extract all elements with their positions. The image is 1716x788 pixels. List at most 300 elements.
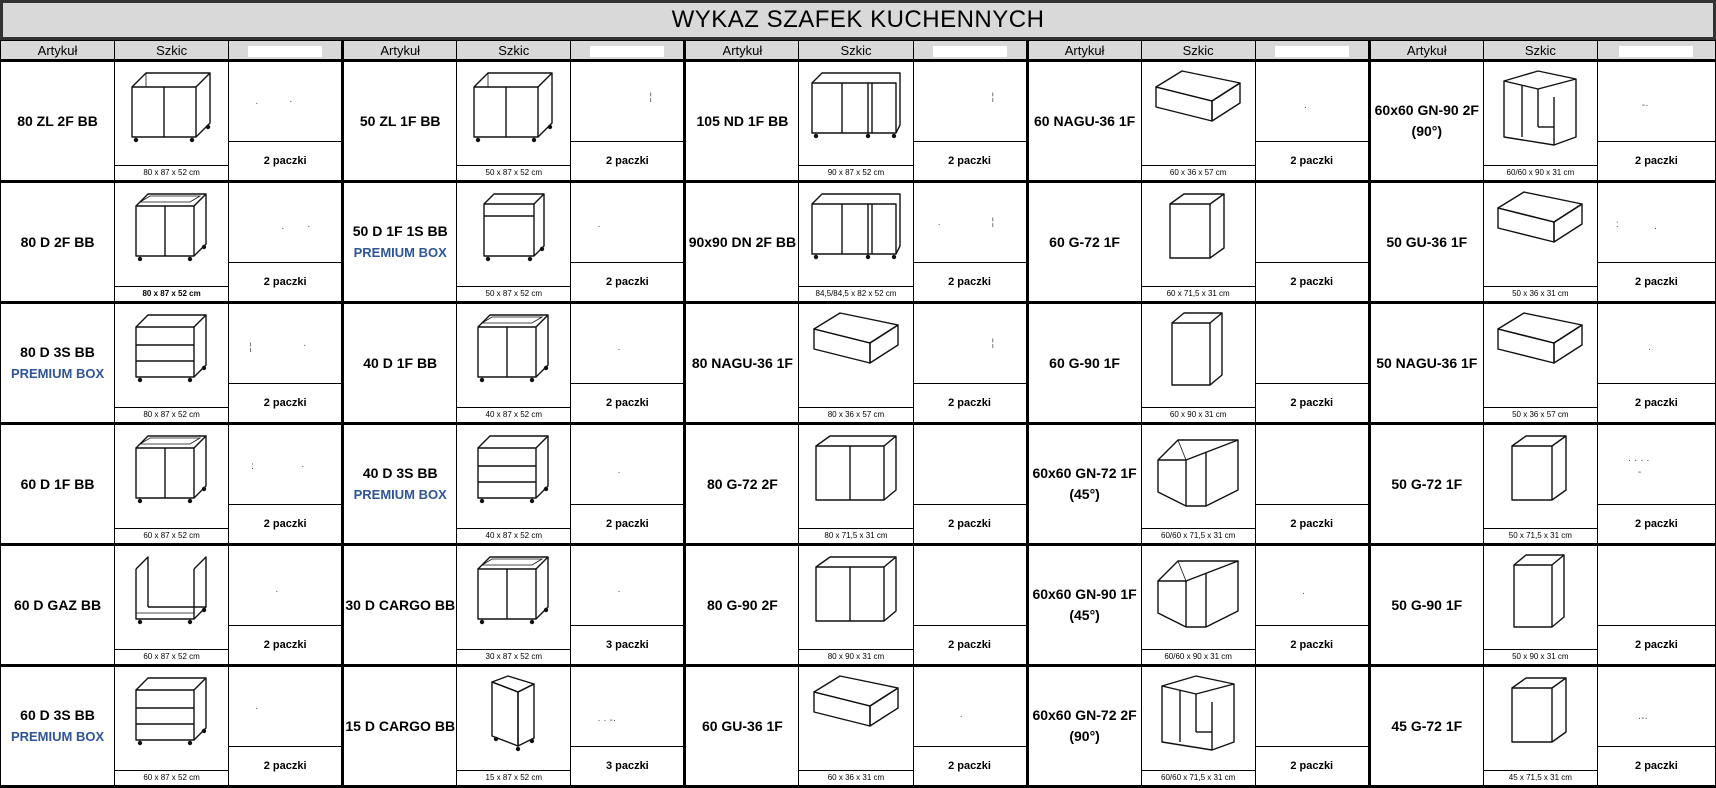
package-count: 2 paczki xyxy=(1598,383,1715,422)
scan-speck: · xyxy=(255,98,259,109)
table-row xyxy=(1,61,1716,182)
article-cell xyxy=(1027,545,1141,666)
article-cell xyxy=(1027,61,1141,182)
header-artykul: Artykuł xyxy=(1369,41,1483,61)
scan-speck: · xyxy=(1301,588,1306,599)
sketch-box xyxy=(1484,183,1597,301)
article-name: 60 D 1F BB xyxy=(20,475,95,492)
package-cell xyxy=(571,303,685,424)
dimensions-label: 80 x 87 x 52 cm xyxy=(115,286,228,301)
package-cell xyxy=(571,424,685,545)
scan-speck: · xyxy=(1647,344,1652,355)
package-wrap xyxy=(571,62,683,180)
sketch-box xyxy=(1484,667,1597,785)
sketch-cell xyxy=(799,545,913,666)
article-cell xyxy=(1027,182,1141,303)
table-row xyxy=(1,666,1716,787)
package-wrap xyxy=(571,304,683,422)
sketch-box xyxy=(457,62,570,180)
package-wrap xyxy=(1256,304,1368,422)
sketch-box xyxy=(1142,546,1255,664)
dimensions-label: 60 x 90 x 31 cm xyxy=(1142,407,1255,422)
article-name: 60 D 3S BB xyxy=(20,707,95,723)
sketch-box xyxy=(457,304,570,422)
sketch-cell xyxy=(799,303,913,424)
sketch-box xyxy=(799,183,912,301)
dimensions-label: 40 x 87 x 52 cm xyxy=(457,528,570,543)
scan-speck: · xyxy=(1653,223,1658,234)
header-blank-field xyxy=(933,46,1007,57)
dimensions-label: 60/60 x 71,5 x 31 cm xyxy=(1142,770,1255,785)
package-wrap xyxy=(1598,425,1715,543)
premium-box-label: PREMIUM BOX xyxy=(10,729,105,744)
sketch-cell xyxy=(1483,182,1597,303)
package-cell xyxy=(229,545,343,666)
package-wrap xyxy=(1256,667,1368,785)
scan-speck: · xyxy=(617,344,621,355)
dimensions-label: 80 x 87 x 52 cm xyxy=(115,165,228,180)
package-count: 2 paczki xyxy=(1256,504,1368,543)
article-cell xyxy=(1,182,115,303)
article-cell xyxy=(1369,303,1483,424)
dimensions-label: 50 x 90 x 31 cm xyxy=(1484,649,1597,664)
package-wrap xyxy=(914,546,1026,664)
sketch-cell xyxy=(115,303,229,424)
package-count: 2 paczki xyxy=(571,504,683,543)
package-cell xyxy=(1597,303,1715,424)
header-blank xyxy=(1255,41,1369,61)
package-cell xyxy=(571,61,685,182)
article-cell xyxy=(343,61,457,182)
article-name: 50 D 1F 1S BB xyxy=(352,223,448,239)
dimensions-label: 50 x 36 x 57 cm xyxy=(1484,407,1597,422)
dimensions-label: 60 x 87 x 52 cm xyxy=(115,649,228,664)
dimensions-label: 50 x 87 x 52 cm xyxy=(457,286,570,301)
article-name: 30 D CARGO BB xyxy=(345,596,456,613)
sketch-box xyxy=(457,546,570,664)
sketch-box xyxy=(799,667,912,785)
header-artykul: Artykuł xyxy=(343,41,457,61)
sketch-cell xyxy=(799,666,913,787)
package-wrap xyxy=(914,304,1026,422)
package-cell xyxy=(571,182,685,303)
sketch-box xyxy=(1142,183,1255,301)
sketch-box xyxy=(1484,425,1597,543)
sketch-box xyxy=(1142,667,1255,785)
package-wrap xyxy=(1256,425,1368,543)
sketch-box xyxy=(457,425,570,543)
package-count: 2 paczki xyxy=(914,625,1026,664)
scan-speck: ¦ xyxy=(991,338,995,349)
dimensions-label: 60 x 87 x 52 cm xyxy=(115,528,228,543)
article-name: 40 D 1F BB xyxy=(363,354,438,371)
sketch-cell xyxy=(1141,61,1255,182)
package-count: 2 paczki xyxy=(1256,625,1368,664)
package-wrap xyxy=(1598,667,1715,785)
dimensions-label: 80 x 87 x 52 cm xyxy=(115,407,228,422)
package-wrap xyxy=(571,425,683,543)
package-cell xyxy=(1597,545,1715,666)
sketch-box xyxy=(799,546,912,664)
article-cell xyxy=(1027,424,1141,545)
scan-speck: -· xyxy=(1641,100,1649,111)
header-artykul: Artykuł xyxy=(1,41,115,61)
package-wrap xyxy=(571,667,683,785)
scan-speck: ¦ xyxy=(991,92,995,103)
article-name: 80 G-90 2F xyxy=(706,596,778,613)
package-count: 2 paczki xyxy=(571,262,683,301)
scan-speck: - xyxy=(1637,467,1642,478)
package-count: 2 paczki xyxy=(1256,262,1368,301)
package-cell xyxy=(229,666,343,787)
package-count: 2 paczki xyxy=(914,504,1026,543)
package-count: 2 paczki xyxy=(229,504,341,543)
dimensions-label: 50 x 71,5 x 31 cm xyxy=(1484,528,1597,543)
package-count: 3 paczki xyxy=(571,625,683,664)
article-name: 50 NAGU-36 1F xyxy=(1376,354,1478,371)
sketch-cell xyxy=(115,666,229,787)
scan-speck: · xyxy=(959,711,963,722)
package-cell xyxy=(913,61,1027,182)
article-cell xyxy=(685,61,799,182)
scan-speck: · xyxy=(301,461,305,472)
article-name: 15 D CARGO BB xyxy=(345,717,456,734)
package-count: 2 paczki xyxy=(229,625,341,664)
package-wrap xyxy=(1256,546,1368,664)
package-wrap xyxy=(914,667,1026,785)
scan-speck: : xyxy=(1615,219,1619,230)
package-count: 3 paczki xyxy=(571,746,683,785)
sketch-box xyxy=(115,546,228,664)
sketch-box xyxy=(799,62,912,180)
package-cell xyxy=(1255,424,1369,545)
sketch-cell xyxy=(457,666,571,787)
package-cell xyxy=(913,303,1027,424)
sketch-cell xyxy=(1141,666,1255,787)
article-name: 80 NAGU-36 1F xyxy=(691,354,793,371)
scan-speck: · xyxy=(275,586,279,597)
package-count: 2 paczki xyxy=(571,383,683,422)
sketch-cell xyxy=(457,424,571,545)
package-wrap xyxy=(1598,304,1715,422)
package-wrap xyxy=(1598,62,1715,180)
article-name: 60 G-90 1F xyxy=(1049,354,1120,371)
sketch-cell xyxy=(115,61,229,182)
package-cell xyxy=(229,424,343,545)
dimensions-label: 60 x 36 x 31 cm xyxy=(799,770,912,785)
sketch-cell xyxy=(115,545,229,666)
article-name: 45 G-72 1F xyxy=(1391,717,1463,734)
scan-speck: · xyxy=(307,221,311,232)
table-row xyxy=(1,424,1716,545)
article-name: 60 GU-36 1F xyxy=(701,717,783,734)
article-name: 60x60 GN-72 2F (90°) xyxy=(1032,707,1137,744)
article-name: 80 G-72 2F xyxy=(706,475,778,492)
header-szkic: Szkic xyxy=(115,41,229,61)
dimensions-label: 15 x 87 x 52 cm xyxy=(457,770,570,785)
package-cell xyxy=(1255,545,1369,666)
scan-speck: · xyxy=(617,467,621,478)
scan-speck: · · · · xyxy=(1627,455,1650,466)
package-cell xyxy=(1597,61,1715,182)
sketch-cell xyxy=(1483,303,1597,424)
dimensions-label: 90 x 87 x 52 cm xyxy=(799,165,912,180)
scan-speck: · xyxy=(303,340,307,351)
article-name: 60x60 GN-90 1F (45°) xyxy=(1032,586,1137,623)
sketch-cell xyxy=(457,182,571,303)
article-cell xyxy=(1369,182,1483,303)
dimensions-label: 80 x 90 x 31 cm xyxy=(799,649,912,664)
header-blank xyxy=(913,41,1027,61)
article-cell xyxy=(685,182,799,303)
dimensions-label: 60/60 x 90 x 31 cm xyxy=(1142,649,1255,664)
article-name: 80 ZL 2F BB xyxy=(17,112,98,129)
package-count: 2 paczki xyxy=(1598,746,1715,785)
page-title: WYKAZ SZAFEK KUCHENNYCH xyxy=(0,0,1716,40)
table-row xyxy=(1,303,1716,424)
sketch-box xyxy=(115,667,228,785)
package-count: 2 paczki xyxy=(914,262,1026,301)
sketch-box xyxy=(115,183,228,301)
sketch-cell xyxy=(115,182,229,303)
article-cell xyxy=(1027,666,1141,787)
sketch-box xyxy=(1142,62,1255,180)
package-count: 2 paczki xyxy=(1256,746,1368,785)
dimensions-label: 80 x 71,5 x 31 cm xyxy=(799,528,912,543)
dimensions-label: 60 x 36 x 57 cm xyxy=(1142,165,1255,180)
sketch-cell xyxy=(1141,424,1255,545)
sketch-cell xyxy=(457,303,571,424)
package-count: 2 paczki xyxy=(229,383,341,422)
sketch-box xyxy=(457,183,570,301)
premium-box-label: PREMIUM BOX xyxy=(10,366,105,381)
scan-speck: · xyxy=(255,703,259,714)
article-name: 50 G-90 1F xyxy=(1391,596,1463,613)
sketch-box xyxy=(115,62,228,180)
sketch-cell xyxy=(1483,424,1597,545)
dimensions-label: 60 x 71,5 x 31 cm xyxy=(1142,286,1255,301)
premium-box-label: PREMIUM BOX xyxy=(353,487,447,502)
article-name: 60 D GAZ BB xyxy=(13,596,102,613)
sketch-cell xyxy=(799,424,913,545)
header-szkic: Szkic xyxy=(1483,41,1597,61)
article-cell xyxy=(1,303,115,424)
package-wrap xyxy=(229,183,341,301)
dimensions-label: 60 x 87 x 52 cm xyxy=(115,770,228,785)
package-count: 2 paczki xyxy=(229,262,341,301)
package-count: 2 paczki xyxy=(914,141,1026,180)
article-name: 50 GU-36 1F xyxy=(1386,233,1468,250)
sketch-box xyxy=(1484,546,1597,664)
sketch-box xyxy=(1142,425,1255,543)
article-name: 60x60 GN-72 1F (45°) xyxy=(1032,465,1137,502)
package-wrap xyxy=(229,62,341,180)
article-cell xyxy=(1369,61,1483,182)
article-cell xyxy=(1,424,115,545)
sketch-cell xyxy=(457,61,571,182)
package-count: 2 paczki xyxy=(914,746,1026,785)
dimensions-label: 60/60 x 90 x 31 cm xyxy=(1484,165,1597,180)
sketch-box xyxy=(1484,62,1597,180)
article-name: 60 NAGU-36 1F xyxy=(1034,112,1136,129)
header-blank xyxy=(571,41,685,61)
scan-speck: · xyxy=(597,221,601,232)
package-wrap xyxy=(571,546,683,664)
article-cell xyxy=(1369,666,1483,787)
package-count: 2 paczki xyxy=(571,141,683,180)
package-cell xyxy=(1255,182,1369,303)
article-cell xyxy=(1,61,115,182)
sketch-cell xyxy=(1141,303,1255,424)
article-name: 60x60 GN-90 2F (90°) xyxy=(1374,102,1479,139)
header-artykul: Artykuł xyxy=(1027,41,1141,61)
package-cell xyxy=(913,545,1027,666)
article-name: 50 ZL 1F BB xyxy=(359,112,441,129)
sketch-box xyxy=(115,304,228,422)
article-cell xyxy=(685,424,799,545)
package-cell xyxy=(1597,424,1715,545)
article-cell xyxy=(685,666,799,787)
package-wrap xyxy=(914,62,1026,180)
scan-speck: ¦ xyxy=(991,217,995,228)
header-blank-field xyxy=(1619,46,1693,57)
package-wrap xyxy=(1598,183,1715,301)
sketch-cell xyxy=(1483,61,1597,182)
article-name: 50 G-72 1F xyxy=(1391,475,1463,492)
sketch-cell xyxy=(457,545,571,666)
package-cell xyxy=(571,545,685,666)
package-wrap xyxy=(1256,62,1368,180)
package-count: 2 paczki xyxy=(914,383,1026,422)
package-count: 2 paczki xyxy=(1598,262,1715,301)
scan-speck: : xyxy=(251,461,254,472)
sketch-cell xyxy=(1141,182,1255,303)
dimensions-label: 80 x 36 x 57 cm xyxy=(799,407,912,422)
package-count: 2 paczki xyxy=(1256,141,1368,180)
article-name: 80 D 2F BB xyxy=(20,233,95,250)
article-cell xyxy=(343,182,457,303)
sketch-cell xyxy=(115,424,229,545)
scan-speck: · xyxy=(617,586,621,597)
dimensions-label: 40 x 87 x 52 cm xyxy=(457,407,570,422)
package-count: 2 paczki xyxy=(229,746,341,785)
article-name: 105 ND 1F BB xyxy=(696,112,789,129)
table-row xyxy=(1,182,1716,303)
dimensions-label: 50 x 87 x 52 cm xyxy=(457,165,570,180)
package-wrap xyxy=(914,425,1026,543)
package-cell xyxy=(571,666,685,787)
article-cell xyxy=(685,545,799,666)
package-count: 2 paczki xyxy=(1598,504,1715,543)
package-cell xyxy=(229,303,343,424)
sketch-cell xyxy=(799,182,913,303)
package-wrap xyxy=(1256,183,1368,301)
article-cell xyxy=(1027,303,1141,424)
package-wrap xyxy=(229,667,341,785)
header-blank-field xyxy=(1275,46,1349,57)
scan-speck: · xyxy=(289,96,293,107)
package-wrap xyxy=(229,304,341,422)
package-cell xyxy=(1255,61,1369,182)
package-cell xyxy=(229,61,343,182)
package-cell xyxy=(1597,666,1715,787)
scan-speck: · xyxy=(281,223,285,234)
package-cell xyxy=(1255,303,1369,424)
article-cell xyxy=(343,303,457,424)
package-cell xyxy=(913,666,1027,787)
package-wrap xyxy=(1598,546,1715,664)
sketch-box xyxy=(799,304,912,422)
sketch-cell xyxy=(1141,545,1255,666)
sketch-cell xyxy=(799,61,913,182)
article-cell xyxy=(1369,545,1483,666)
dimensions-label: 84,5/84,5 x 82 x 52 cm xyxy=(799,286,912,301)
scan-speck: · xyxy=(937,219,941,230)
header-blank xyxy=(229,41,343,61)
package-count: 2 paczki xyxy=(1256,383,1368,422)
dimensions-label: 30 x 87 x 52 cm xyxy=(457,649,570,664)
article-cell xyxy=(1,666,115,787)
article-cell xyxy=(343,666,457,787)
sketch-cell xyxy=(1483,545,1597,666)
sketch-box xyxy=(1142,304,1255,422)
article-name: 80 D 3S BB xyxy=(20,344,95,360)
cabinet-table xyxy=(0,40,1716,788)
package-wrap xyxy=(229,546,341,664)
dimensions-label: 50 x 36 x 31 cm xyxy=(1484,286,1597,301)
article-name: 90x90 DN 2F BB xyxy=(688,233,797,250)
article-cell xyxy=(343,545,457,666)
header-artykul: Artykuł xyxy=(685,41,799,61)
package-wrap xyxy=(571,183,683,301)
header-szkic: Szkic xyxy=(457,41,571,61)
sketch-box xyxy=(457,667,570,785)
scan-speck: ·-· xyxy=(1637,713,1648,724)
article-cell xyxy=(343,424,457,545)
scan-speck: · · -· xyxy=(597,715,617,726)
header-row xyxy=(1,41,1716,61)
sketch-cell xyxy=(1483,666,1597,787)
header-blank-field xyxy=(590,46,664,57)
premium-box-label: PREMIUM BOX xyxy=(353,245,447,260)
package-cell xyxy=(1255,666,1369,787)
sketch-box xyxy=(115,425,228,543)
table-row xyxy=(1,545,1716,666)
package-cell xyxy=(913,424,1027,545)
article-cell xyxy=(685,303,799,424)
package-wrap xyxy=(914,183,1026,301)
scan-speck: ¦ xyxy=(649,92,652,103)
package-cell xyxy=(229,182,343,303)
article-name: 40 D 3S BB xyxy=(362,465,438,481)
header-szkic: Szkic xyxy=(799,41,913,61)
package-wrap xyxy=(229,425,341,543)
article-cell xyxy=(1,545,115,666)
package-count: 2 paczki xyxy=(1598,625,1715,664)
sketch-box xyxy=(1484,304,1597,422)
header-szkic: Szkic xyxy=(1141,41,1255,61)
package-cell xyxy=(1597,182,1715,303)
article-cell xyxy=(1369,424,1483,545)
header-blank xyxy=(1597,41,1715,61)
article-name: 60 G-72 1F xyxy=(1049,233,1120,250)
package-cell xyxy=(913,182,1027,303)
package-count: 2 paczki xyxy=(229,141,341,180)
package-count: 2 paczki xyxy=(1598,141,1715,180)
dimensions-label: 45 x 71,5 x 31 cm xyxy=(1484,770,1597,785)
scan-speck: ¦ xyxy=(249,342,252,353)
sketch-box xyxy=(799,425,912,543)
